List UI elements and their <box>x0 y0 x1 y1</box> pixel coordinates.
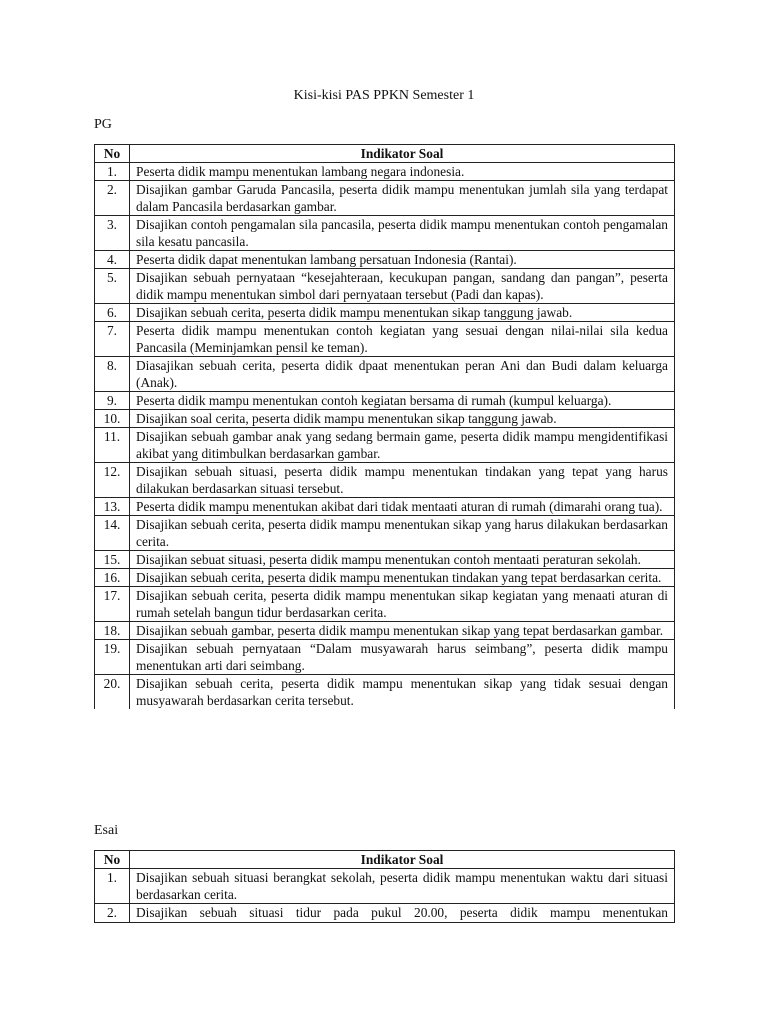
row-number: 6. <box>95 304 130 322</box>
row-indicator: Peserta didik mampu menentukan lambang negara indonesia. <box>130 163 675 181</box>
row-indicator: Disajikan sebuah gambar, peserta didik mampu menentukan sikap yang tepat berdasarkan gambar. <box>130 622 675 640</box>
table-row <box>95 569 675 587</box>
row-indicator: Disajikan contoh pengamalan sila pancasila, peserta didik mampu menentukan contoh pengamalan sila kesatu pancasila. <box>130 216 675 251</box>
table-row <box>95 463 675 498</box>
table-row <box>95 428 675 463</box>
table-row <box>95 551 675 569</box>
table-row <box>95 904 675 923</box>
table-row <box>95 675 675 710</box>
row-number: 1. <box>95 163 130 181</box>
table-row <box>95 304 675 322</box>
esai-section-label: Esai <box>94 823 119 838</box>
row-number: 18. <box>95 622 130 640</box>
table-row <box>95 516 675 551</box>
row-number: 2. <box>95 181 130 216</box>
row-number: 7. <box>95 322 130 357</box>
table-row <box>95 869 675 904</box>
row-indicator: Disajikan sebuah pernyataan “Dalam musyawarah harus seimbang”, peserta didik mampu menentukan arti dari seimbang. <box>130 640 675 675</box>
row-number: 5. <box>95 269 130 304</box>
table-row <box>95 587 675 622</box>
row-number: 12. <box>95 463 130 498</box>
table-row <box>95 498 675 516</box>
row-indicator: Disajikan sebuah cerita, peserta didik mampu menentukan sikap yang harus dilakukan berdasarkan cerita. <box>130 516 675 551</box>
no-column-header: No <box>95 851 130 869</box>
row-number: 11. <box>95 428 130 463</box>
table-row <box>95 181 675 216</box>
indicator-column-header: Indikator Soal <box>130 851 675 869</box>
row-number: 9. <box>95 392 130 410</box>
table-header-row <box>95 851 675 869</box>
row-indicator: Disajikan soal cerita, peserta didik mampu menentukan sikap tanggung jawab. <box>130 410 675 428</box>
table-header-row <box>95 145 675 163</box>
row-number: 19. <box>95 640 130 675</box>
row-indicator: Peserta didik mampu menentukan akibat dari tidak mentaati aturan di rumah (dimarahi orang tua). <box>130 498 675 516</box>
esai-indicator-table <box>94 850 675 923</box>
row-number: 20. <box>95 675 130 710</box>
table-row <box>95 357 675 392</box>
row-number: 15. <box>95 551 130 569</box>
no-column-header: No <box>95 145 130 163</box>
row-number: 8. <box>95 357 130 392</box>
row-number: 3. <box>95 216 130 251</box>
row-indicator: Disajikan sebuah pernyataan “kesejahteraan, kecukupan pangan, sandang dan pangan”, peserta didik mampu menentukan simbol dari pernyataan tersebut (Padi dan kapas). <box>130 269 675 304</box>
table-row <box>95 392 675 410</box>
row-indicator: Disajikan sebuah cerita, peserta didik mampu menentukan sikap tanggung jawab. <box>130 304 675 322</box>
table-row <box>95 640 675 675</box>
table-row <box>95 216 675 251</box>
row-number: 17. <box>95 587 130 622</box>
table-row <box>95 622 675 640</box>
row-number: 10. <box>95 410 130 428</box>
row-number: 16. <box>95 569 130 587</box>
table-row <box>95 269 675 304</box>
table-row <box>95 410 675 428</box>
row-indicator: Disajikan sebuah situasi berangkat sekolah, peserta didik mampu menentukan waktu dari situasi berdasarkan cerita. <box>130 869 675 904</box>
table-row <box>95 251 675 269</box>
row-number: 4. <box>95 251 130 269</box>
pg-indicator-table <box>94 144 675 709</box>
row-indicator: Disajikan sebuah gambar anak yang sedang bermain game, peserta didik mampu mengidentifikasi akibat yang ditimbulkan berdasarkan gambar. <box>130 428 675 463</box>
row-indicator: Disajikan sebuah cerita, peserta didik mampu menentukan tindakan yang tepat berdasarkan cerita. <box>130 569 675 587</box>
pg-section-label: PG <box>94 117 112 132</box>
row-number: 2. <box>95 904 130 923</box>
row-number: 1. <box>95 869 130 904</box>
indicator-column-header: Indikator Soal <box>130 145 675 163</box>
row-indicator: Disajikan sebuah situasi tidur pada pukul 20.00, peserta didik mampu menentukan <box>130 904 675 923</box>
row-indicator: Disajikan gambar Garuda Pancasila, peserta didik mampu menentukan jumlah sila yang terdapat dalam Pancasila berdasarkan gambar. <box>130 181 675 216</box>
row-number: 14. <box>95 516 130 551</box>
row-indicator: Peserta didik mampu menentukan contoh kegiatan yang sesuai dengan nilai-nilai sila kedua Pancasila (Meminjamkan pensil ke teman). <box>130 322 675 357</box>
row-indicator: Peserta didik mampu menentukan contoh kegiatan bersama di rumah (kumpul keluarga). <box>130 392 675 410</box>
row-indicator: Diasajikan sebuah cerita, peserta didik dpaat menentukan peran Ani dan Budi dalam keluarga (Anak). <box>130 357 675 392</box>
table-row <box>95 322 675 357</box>
table-row <box>95 163 675 181</box>
document-title: Kisi-kisi PAS PPKN Semester 1 <box>293 88 475 103</box>
row-indicator: Disajikan sebuah cerita, peserta didik mampu menentukan sikap yang tidak sesuai dengan musyawarah berdasarkan cerita tersebut. <box>130 675 675 710</box>
row-indicator: Disajikan sebuat situasi, peserta didik mampu menentukan contoh mentaati peraturan sekolah. <box>130 551 675 569</box>
row-indicator: Peserta didik dapat menentukan lambang persatuan Indonesia (Rantai). <box>130 251 675 269</box>
row-indicator: Disajikan sebuah cerita, peserta didik mampu menentukan sikap kegiatan yang menaati aturan di rumah setelah bangun tidur berdasarkan cerita. <box>130 587 675 622</box>
row-indicator: Disajikan sebuah situasi, peserta didik mampu menentukan tindakan yang tepat yang harus dilakukan berdasarkan situasi tersebut. <box>130 463 675 498</box>
row-number: 13. <box>95 498 130 516</box>
